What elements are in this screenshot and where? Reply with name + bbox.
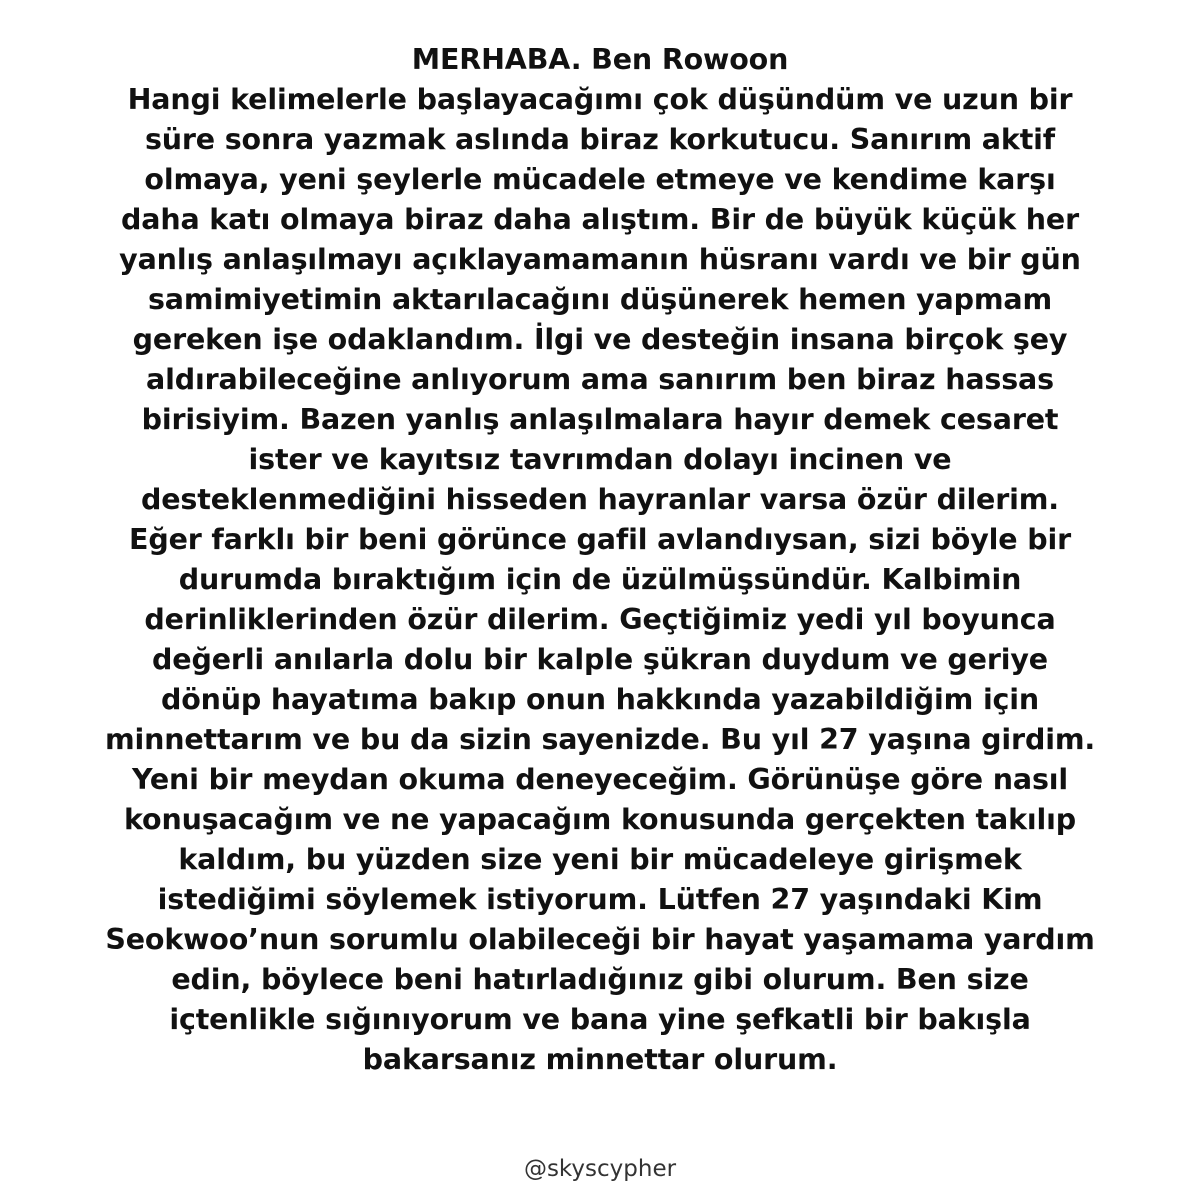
note-line: samimiyetimin aktarılacağını düşünerek hemen yapmam: [147, 283, 1053, 316]
note-line: Eğer farklı bir beni görünce gafil avlandıysan, sizi böyle bir: [129, 523, 1071, 556]
note-line: kaldım, bu yüzden size yeni bir mücadeleye girişmek: [178, 843, 1022, 876]
note-title: MERHABA. Ben Rowoon: [411, 43, 789, 76]
note-line: değerli anılarla dolu bir kalple şükran duydum ve geriye: [152, 643, 1048, 676]
credit-handle: @skyscypher: [523, 1156, 677, 1182]
note-line: bakarsanız minnettar olurum.: [362, 1043, 838, 1076]
note-line: minnettarım ve bu da sizin sayenizde. Bu yıl 27 yaşına girdim.: [104, 723, 1096, 756]
note-line: istediğimi söylemek istiyorum. Lütfen 27 yaşındaki Kim: [157, 883, 1043, 916]
note-line: Seokwoo’nun sorumlu olabileceği bir hayat yaşamama yardım: [105, 923, 1095, 956]
note-line: durumda bıraktığım için de üzülmüşsündür. Kalbimin: [178, 563, 1022, 596]
note-line: birisiyim. Bazen yanlış anlaşılmalara hayır demek cesaret: [141, 403, 1059, 436]
note-line: Hangi kelimelerle başlayacağımı çok düşündüm ve uzun bir: [127, 83, 1073, 116]
note-line: içtenlikle sığınıyorum ve bana yine şefkatli bir bakışla: [169, 1003, 1031, 1036]
note-line: aldırabileceğine anlıyorum ama sanırım ben biraz hassas: [146, 363, 1054, 396]
note-line: olmaya, yeni şeylerle mücadele etmeye ve kendime karşı: [144, 163, 1056, 196]
note-line: Yeni bir meydan okuma deneyeceğim. Görünüşe göre nasıl: [131, 763, 1069, 796]
note-line: edin, böylece beni hatırladığınız gibi olurum. Ben size: [171, 963, 1029, 996]
note-line: daha katı olmaya biraz daha alıştım. Bir de büyük küçük her: [120, 203, 1079, 236]
note-line: konuşacağım ve ne yapacağım konusunda gerçekten takılıp: [123, 803, 1077, 836]
note-line: derinliklerinden özür dilerim. Geçtiğimiz yedi yıl boyunca: [144, 603, 1056, 636]
note-line: süre sonra yazmak aslında biraz korkutucu. Sanırım aktif: [144, 123, 1056, 156]
note-line: yanlış anlaşılmayı açıklayamamanın hüsranı vardı ve bir gün: [119, 243, 1081, 276]
note-line: desteklenmediğini hisseden hayranlar varsa özür dilerim.: [140, 483, 1059, 516]
note-line: gereken işe odaklandım. İlgi ve desteğin insana birçok şey: [132, 323, 1068, 356]
note-line: ister ve kayıtsız tavrımdan dolayı incinen ve: [248, 443, 952, 476]
note-body: [40, 40, 1160, 1080]
note-line: dönüp hayatıma bakıp onun hakkında yazabildiğim için: [160, 683, 1040, 716]
